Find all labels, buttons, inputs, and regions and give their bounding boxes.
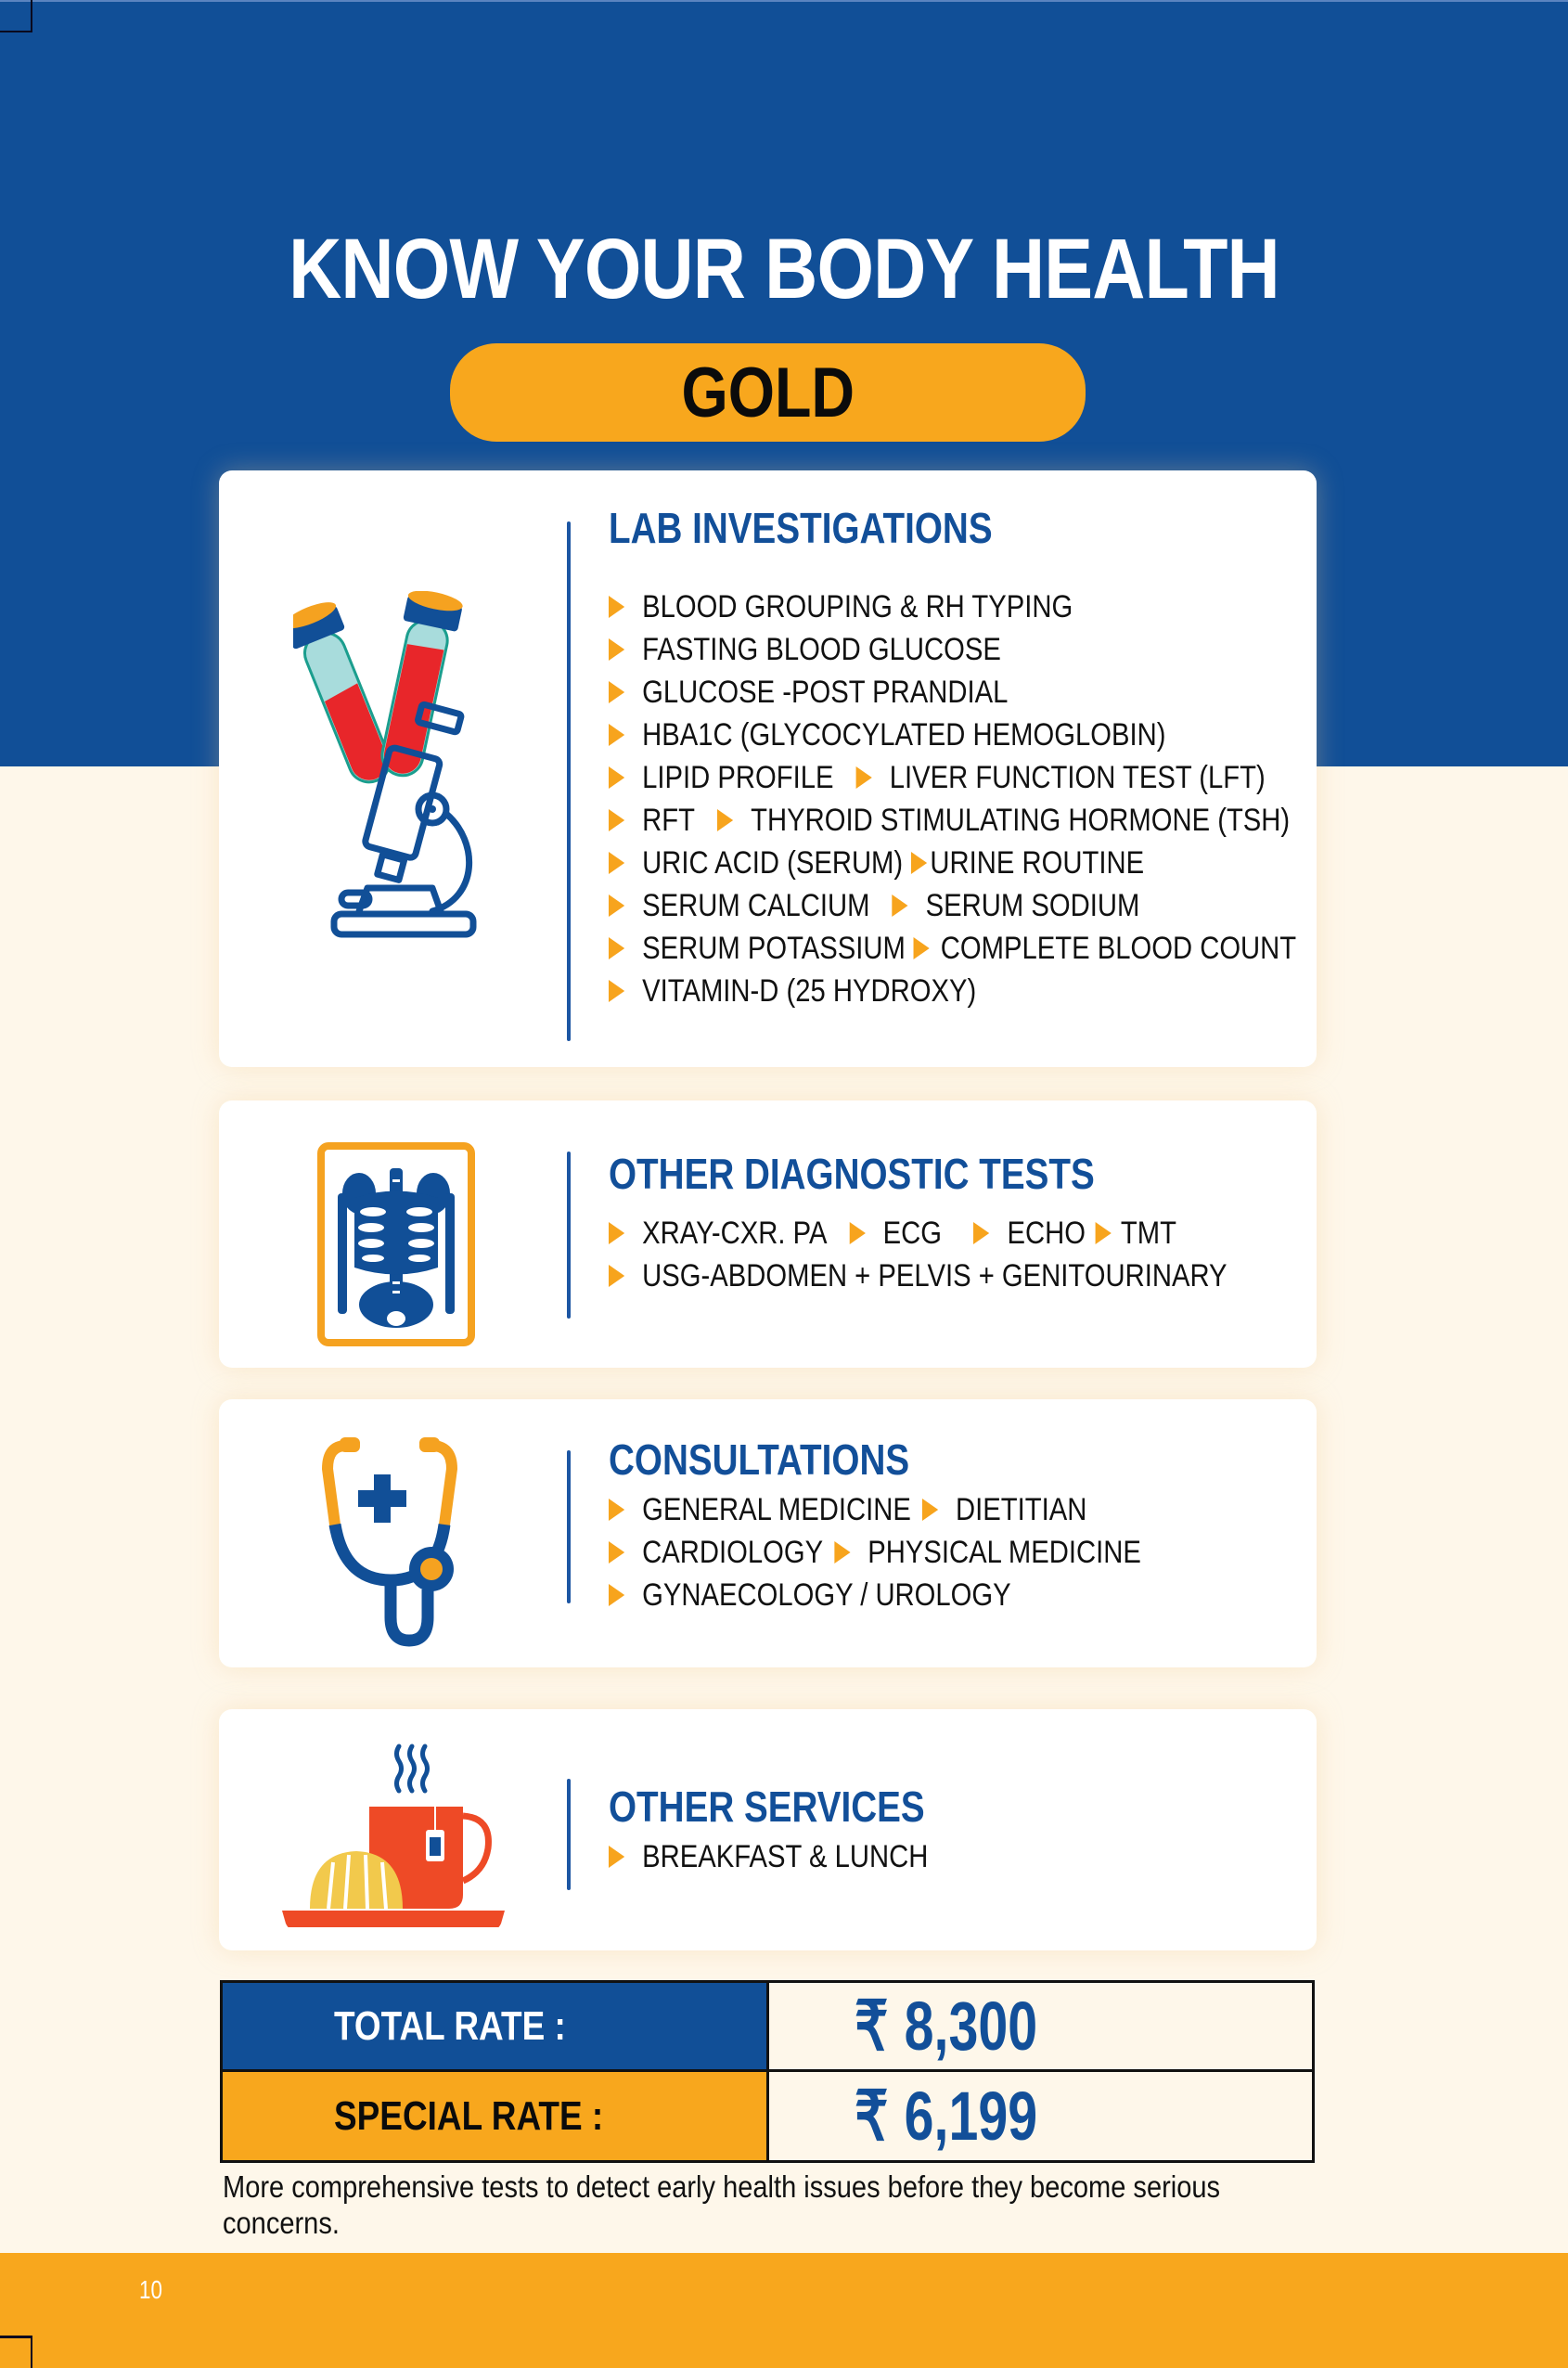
package-description	[223, 2169, 1317, 2241]
package-description-text: More comprehensive tests to detect early health issues before they become serious concerns.	[223, 2169, 1221, 2240]
total-rate-value-cell	[769, 1983, 1312, 2069]
section-title: OTHER SERVICES	[609, 1782, 925, 1831]
other-diagnostic-tests-content	[609, 1149, 1354, 1297]
list-item: FASTING BLOOD GLUCOSE	[609, 628, 1318, 671]
list-item: VITAMIN-D (25 HYDROXY)	[609, 970, 1318, 1012]
special-rate-label: SPECIAL RATE :	[334, 2092, 604, 2139]
bullet-list	[609, 1212, 1354, 1297]
arrow-bullet-icon	[856, 766, 872, 789]
arrow-bullet-icon	[893, 894, 908, 917]
list-item: BREAKFAST & LUNCH	[609, 1835, 950, 1878]
arrow-bullet-icon	[609, 596, 624, 618]
section-divider	[567, 521, 571, 1041]
arrow-bullet-icon	[609, 1499, 624, 1521]
section-divider	[567, 1779, 571, 1890]
list-item: XRAY-CXR. PA ECG ECHO TMT	[609, 1212, 1250, 1255]
rupee-icon: ₹	[855, 1987, 889, 2065]
lab-investigations-content	[609, 503, 1434, 1012]
arrow-bullet-icon	[609, 1584, 624, 1606]
total-rate-row	[223, 1983, 1312, 2072]
section-title: OTHER DIAGNOSTIC TESTS	[609, 1150, 1095, 1198]
crop-mark-top	[0, 0, 32, 32]
pricing-table	[220, 1980, 1315, 2163]
list-item: LIPID PROFILE LIVER FUNCTION TEST (LFT)	[609, 756, 1318, 799]
package-badge	[450, 343, 1086, 442]
tea-cup-croissant-icon	[282, 1742, 514, 1927]
arrow-bullet-icon	[834, 1541, 850, 1564]
total-rate-value: 8,300	[904, 1987, 1038, 2065]
card-other-diagnostic-tests	[219, 1100, 1317, 1368]
list-item: GENERAL MEDICINE DIETITIAN	[609, 1488, 1163, 1531]
other-services-content	[609, 1782, 1006, 1878]
xray-skeleton-icon	[317, 1142, 475, 1346]
arrow-bullet-icon	[609, 937, 624, 959]
card-other-services	[219, 1709, 1317, 1950]
list-item: GYNAECOLOGY / UROLOGY	[609, 1574, 1163, 1616]
arrow-bullet-icon	[609, 1222, 624, 1244]
section-divider	[567, 1152, 571, 1319]
total-rate-label: TOTAL RATE :	[334, 2002, 566, 2049]
stethoscope-icon	[316, 1432, 465, 1650]
arrow-bullet-icon	[911, 852, 927, 874]
list-item: URIC ACID (SERUM) URINE ROUTINE	[609, 842, 1318, 884]
arrow-bullet-icon	[1095, 1222, 1111, 1244]
section-title: CONSULTATIONS	[609, 1435, 910, 1484]
arrow-bullet-icon	[609, 809, 624, 831]
arrow-bullet-icon	[609, 638, 624, 661]
arrow-bullet-icon	[609, 980, 624, 1002]
arrow-bullet-icon	[609, 681, 624, 703]
list-item: CARDIOLOGY PHYSICAL MEDICINE	[609, 1531, 1163, 1574]
arrow-bullet-icon	[609, 766, 624, 789]
arrow-bullet-icon	[609, 1846, 624, 1868]
list-item: SERUM POTASSIUM COMPLETE BLOOD COUNT	[609, 927, 1318, 970]
page-number: 10	[139, 2275, 162, 2304]
special-rate-value: 6,199	[904, 2077, 1038, 2155]
list-item: BLOOD GROUPING & RH TYPING	[609, 586, 1318, 628]
special-rate-label-cell	[223, 2072, 769, 2160]
arrow-bullet-icon	[850, 1222, 866, 1244]
total-rate-label-cell	[223, 1983, 769, 2069]
arrow-bullet-icon	[609, 1541, 624, 1564]
page-title: KNOW YOUR BODY HEALTH	[289, 222, 1279, 316]
special-rate-row	[223, 2072, 1312, 2160]
rupee-icon: ₹	[855, 2077, 889, 2155]
list-item: USG-ABDOMEN + PELVIS + GENITOURINARY	[609, 1255, 1250, 1297]
arrow-bullet-icon	[609, 894, 624, 917]
special-rate-value-cell	[769, 2072, 1312, 2160]
bullet-list	[609, 586, 1434, 1012]
arrow-bullet-icon	[609, 1265, 624, 1287]
list-item: SERUM CALCIUM SERUM SODIUM	[609, 884, 1318, 927]
package-name: GOLD	[681, 353, 855, 432]
arrow-bullet-icon	[922, 1499, 938, 1521]
list-item: HBA1C (GLYCOCYLATED HEMOGLOBIN)	[609, 714, 1318, 756]
card-consultations	[219, 1399, 1317, 1667]
footer-band	[0, 2253, 1568, 2368]
arrow-bullet-icon	[913, 937, 929, 959]
microscope-test-tubes-icon	[293, 591, 497, 944]
list-item: GLUCOSE -POST PRANDIAL	[609, 671, 1318, 714]
bullet-list	[609, 1835, 1006, 1878]
arrow-bullet-icon	[973, 1222, 989, 1244]
list-item: RFT THYROID STIMULATING HORMONE (TSH)	[609, 799, 1318, 842]
arrow-bullet-icon	[609, 852, 624, 874]
consultations-content	[609, 1435, 1253, 1616]
section-divider	[567, 1450, 571, 1603]
arrow-bullet-icon	[717, 809, 733, 831]
section-title: LAB INVESTIGATIONS	[609, 504, 993, 552]
crop-mark-bottom	[0, 2336, 32, 2368]
card-lab-investigations	[219, 470, 1317, 1067]
bullet-list	[609, 1488, 1253, 1616]
arrow-bullet-icon	[609, 724, 624, 746]
